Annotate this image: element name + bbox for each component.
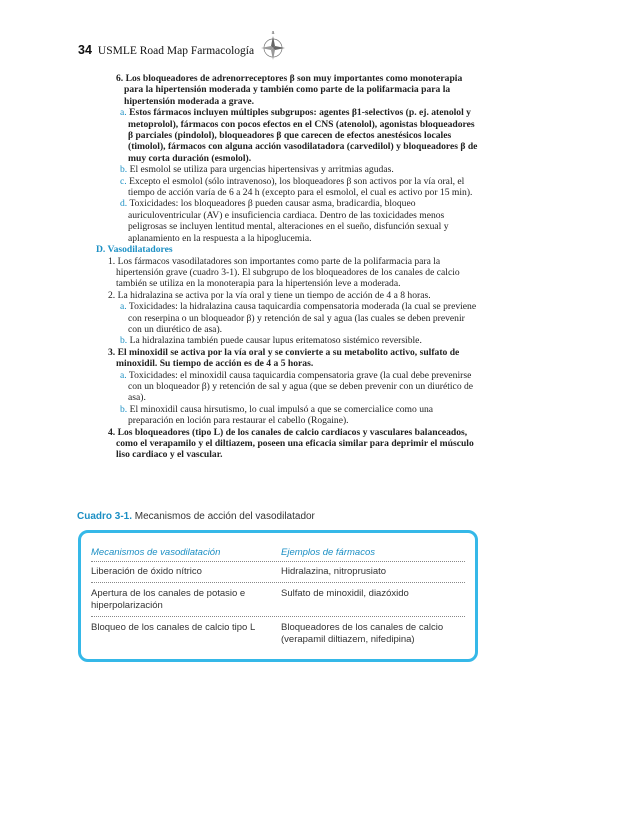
table-row: Apertura de los canales de potasio e hiperpolarización Sulfato de minoxidil, diazóxido bbox=[91, 588, 409, 611]
item-6d: d. Toxicidades: los bloqueadores β pueden causar asma, bradicardia, bloqueo auriculoventricular (AV) e insuficiencia cardiaca. Dentro de las toxicidades menos peligrosas se incluyen lentitud mental, alteraciones en el sueño, disfunción sexual y aplanamiento en la respuesta a la hipoglucemia. bbox=[120, 198, 449, 244]
item-d3b: b. El minoxidil causa hirsutismo, lo cual impulsó a que se comercialice como una preparación en loción para restaurar el cabello (Rogaine). bbox=[120, 403, 434, 427]
item-6a: a. Estos fármacos incluyen múltiples subgrupos: agentes β1-selectivos (p. ej. atenolol y metoprolol), fármacos con pocos efectos en el CNS (atenolol), agonistas bloqueadores β parciales (pindolol), bloqueadores β que carecen de efectos anestésicos locales (timolol), fármacos con alguna acción vasodilatadora (carvedilol) y bloqueadores β de muy corta duración (esmolol). bbox=[120, 107, 478, 164]
item-d1: 1. Los fármacos vasodilatadores son importantes como parte de la polifarmacia para la hipertensión grave (cuadro 3-1). El subgrupo de los bloqueadores de los canales de calcio también se utiliza en la monoterapia para la hipertensión leve a moderada. bbox=[108, 255, 460, 290]
item-6b: b. El esmolol se utiliza para urgencias hipertensivas y arritmias agudas. bbox=[120, 164, 394, 176]
table-row: Bloqueo de los canales de calcio tipo L Bloqueadores de los canales de calcio (verapamil diltiazem, nifedipina) bbox=[91, 622, 444, 645]
item-6-paragraph: 6. Los bloqueadores de adrenorreceptores β son muy importantes como monoterapia para la hipertensión moderada y también como parte de la polifarmacia para la hipertensión moderada a grave. bbox=[116, 73, 463, 107]
vasodilator-table bbox=[78, 530, 478, 662]
table-header-mechanism: Mecanismos de vasodilatación bbox=[91, 547, 221, 558]
page-header bbox=[78, 43, 254, 61]
item-d4: 4. Los bloqueadores (tipo L) de los canales de calcio cardiacos y vasculares balanceados, como el verapamilo y el diltiazem, poseen una eficacia similar para deprimir el músculo liso cardiaco y el vascular. bbox=[108, 426, 474, 461]
table-caption bbox=[77, 511, 315, 522]
item-d3: 3. El minoxidil se activa por la vía oral y se convierte a su metabolito activo, sulfato de minoxidil. Su tiempo de acción es de 4 a 5 horas. bbox=[108, 346, 460, 370]
page-number: 34 bbox=[78, 43, 92, 57]
caption-text: Mecanismos de acción del vasodilatador bbox=[132, 511, 315, 522]
table-divider bbox=[91, 582, 465, 583]
table-divider bbox=[91, 616, 465, 617]
item-d2b: b. La hidralazina también puede causar lupus eritematoso sistémico reversible. bbox=[120, 335, 422, 347]
main-text bbox=[86, 73, 478, 461]
book-title: USMLE Road Map Farmacología bbox=[97, 45, 255, 57]
item-d2: 2. La hidralazina se activa por la vía oral y tiene un tiempo de acción de 4 a 8 horas. bbox=[108, 289, 431, 301]
table-header-examples: Ejemplos de fármacos bbox=[281, 547, 375, 558]
item-6c: c. Excepto el esmolol (sólo intravenoso), los bloqueadores β son activos por la vía oral, el tiempo de acción varía de 6 a 24 h (excepto para el esmolol, el cual es activo por 15 min). bbox=[120, 175, 473, 199]
item-d2a: a. Toxicidades: la hidralazina causa taquicardia compensatoria moderada (la cual se previene con reserpina o un bloqueador β) y retención de sal y agua (las cuales se deben prevenir con un diurético de asa). bbox=[120, 301, 477, 335]
compass-rose-icon bbox=[258, 28, 288, 62]
compass-label: a bbox=[271, 30, 275, 36]
table-divider bbox=[91, 561, 465, 562]
table-header-row bbox=[91, 547, 465, 558]
caption-label: Cuadro 3-1. bbox=[77, 511, 133, 522]
section-d-title: D. Vasodilatadores bbox=[96, 244, 173, 256]
table-row: Liberación de óxido nítrico Hidralazina, nitroprusiato bbox=[91, 566, 387, 577]
item-d3a: a. Toxicidades: el minoxidil causa taquicardia compensatoria grave (la cual debe prevenirse con un bloqueador β) y retención de sal y agua (que se deben prevenir con un diurético de asa). bbox=[120, 369, 474, 404]
